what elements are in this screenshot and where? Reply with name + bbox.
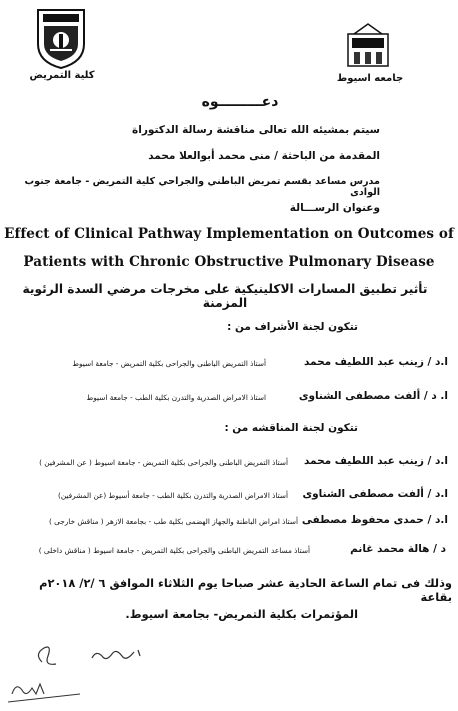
assiut-university-caption: جامعه اسيوط [336,73,404,84]
intro-line-1: سيتم بمشيئه الله تعالى مناقشة رسالة الدكتوراة [132,124,380,136]
member-name: ا.د / زينب عبد اللطيف محمد [303,356,448,368]
handwritten-signature [30,636,150,676]
handwritten-note [6,672,86,708]
committee-heading: تتكون لجنة المناقشه من : [224,422,358,434]
closing-line-2: المؤتمرات بكلية التمريض- بجامعة اسيوط. [125,607,358,621]
member-name: ا.د / ألفت مصطفى الشناوى [302,488,448,500]
assiut-university-logo [344,22,392,70]
closing-line-1: وذلك فى تمام الساعة الحادية عشر صباحا يوم الثلاثاء الموافق ٦ /٢/ ٢٠١٨م بقاعة [39,576,452,604]
nursing-faculty-caption: كلية التمريض [29,70,95,81]
member-name: ا.د / زينب عبد اللطيف محمد [303,455,448,467]
committee-row-4 [8,543,448,561]
thesis-title-ar: تأثير تطبيق المسارات الاكلينيكية على مخرجات مرضي السدة الرئوية المزمنة [22,282,428,310]
member-description: أستاذ مساعد التمريض الباطنى والجراحى بكلية التمريض - جامعة اسيوط ( مناقش داخلى ) [38,546,310,555]
member-description: استاذ الامراض الصدرية والتدرن بكلية الطب - جامعة اسيوط [86,393,266,402]
researcher-line: المقدمة من الباحثة / منى محمد أبوالعلا محمد [148,150,380,162]
member-name: ا.د / حمدى محفوظ مصطفى [301,514,448,526]
member-description: أستاذ الامراض الصدرية والتدرن بكلية الطب - جامعة أسيوط (عن المشرفين) [58,491,288,500]
member-description: أستاذ التمريض الباطنى والجراحى بكلية التمريض - جامعة اسيوط ( عن المشرفين ) [39,458,288,467]
nursing-emblem-icon [30,4,92,70]
researcher-position-line: مدرس مساعد بقسم تمريض الباطني والجراحي كلية التمريض - جامعة جنوب الوادى [24,176,380,198]
thesis-title-en-line-1: Effect of Clinical Pathway Implementation on Outcomes of [4,226,454,242]
committee-row-2 [8,488,448,506]
university-seal-icon [344,22,392,70]
supervision-heading: تتكون لجنة الأشراف من : [227,321,358,333]
supervisor-row-2 [8,390,448,408]
invitation-title: دعـــــــــوه [201,94,279,110]
member-name: د / هالة محمد غانم [350,543,446,555]
member-description: أستاذ التمريض الباطنى والجراحى بكلية التمريض - جامعة اسيوط [72,359,266,368]
supervisor-row-1 [8,356,448,374]
committee-row-1 [8,455,448,473]
thesis-title-en-line-2: Patients with Chronic Obstructive Pulmonary Disease [23,254,435,270]
member-name: ا. د / ألفت مصطفى الشناوى [298,390,448,402]
committee-row-3 [8,514,448,532]
member-description: أستاذ امراض الباطنة والجهاز الهضمى بكلية طب - بجامعة الازهر ( مناقش خارجى ) [49,517,298,526]
nursing-faculty-logo [30,4,92,70]
thesis-title-label: وعنوان الرســـالة [289,202,380,214]
